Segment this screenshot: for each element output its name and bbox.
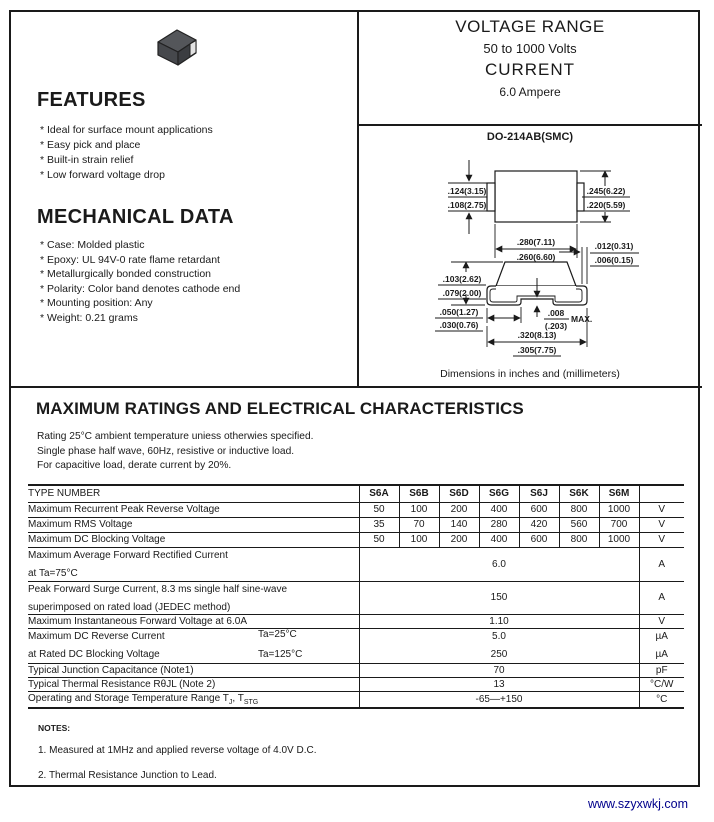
dim-foot-max: .050(1.27) (439, 307, 479, 317)
website-link: www.szyxwkj.com (588, 797, 689, 811)
dim-body-t-max: .103(2.62) (442, 274, 482, 284)
type-col-header: S6B (399, 485, 439, 502)
value-cell: 400 (479, 502, 519, 517)
value-cell: -65—+150 (359, 691, 639, 708)
dim-body-h-max: .245(6.22) (586, 186, 626, 196)
right-panel-divider (357, 124, 702, 126)
value-cell: 420 (519, 517, 559, 532)
ratings-conditions (37, 430, 313, 474)
table-row (28, 517, 684, 532)
package-name: DO-214AB(SMC) (486, 131, 574, 143)
value-cell: 5.0 (359, 628, 639, 647)
value-cell: 400 (479, 532, 519, 547)
side-view-body (496, 262, 576, 286)
table-row (28, 614, 684, 628)
value-cell: 140 (439, 517, 479, 532)
value-cell: 100 (399, 502, 439, 517)
unit-cell: µA (639, 647, 684, 663)
param-cell: Maximum Instantaneous Forward Voltage at 6.0A (28, 614, 359, 628)
value-cell: 800 (559, 502, 599, 517)
param-cell: Operating and Storage Temperature Range $T_J$, $T_{STG}$ (28, 692, 259, 706)
param-cell: Maximum DC Blocking Voltage (28, 532, 359, 547)
dim-lead-t-min: .006(0.15) (594, 255, 634, 265)
value-cell: 600 (519, 532, 559, 547)
dim-tab-max: .124(3.15) (447, 186, 487, 196)
value-cell: 600 (519, 502, 559, 517)
table-row (28, 547, 684, 581)
unit-cell: V (639, 532, 684, 547)
dim-lead-t-max: .012(0.31) (594, 241, 634, 251)
dim-standoff-mm: (.203) (544, 321, 568, 331)
feature-item: * Built-in strain relief (40, 154, 134, 166)
unit-cell: pF (639, 663, 684, 677)
type-col-header: S6A (359, 485, 399, 502)
unit-cell: °C/W (639, 677, 684, 691)
dim-standoff-in: .008 (547, 308, 565, 318)
dim-overall-max: .320(8.13) (517, 330, 557, 340)
type-col-header: S6D (439, 485, 479, 502)
condition-line: Rating 25°C ambient temperature uniess otherwies specified. (37, 431, 314, 442)
type-col-header: S6M (599, 485, 639, 502)
param-cell: Typical Thermal Resistance RθJL (Note 2) (28, 677, 359, 691)
value-cell: 1.10 (359, 614, 639, 628)
param-cell: Maximum Recurrent Peak Reverse Voltage (28, 502, 359, 517)
table-row (28, 677, 684, 691)
feature-item: * Low forward voltage drop (40, 169, 165, 181)
condition-cell: Ta=125°C (258, 649, 303, 661)
dim-overall-min: .305(7.75) (517, 345, 557, 355)
dimensions-caption: Dimensions in inches and (millimeters) (440, 368, 620, 380)
ratings-table (28, 484, 684, 709)
unit-cell: V (639, 502, 684, 517)
feature-item: * Easy pick and place (40, 139, 141, 151)
unit-cell: µA (639, 628, 684, 647)
dim-body-h-min: .220(5.59) (586, 200, 626, 210)
feature-item: * Ideal for surface mount applications (40, 124, 213, 136)
dim-body-t-min: .079(2.00) (442, 288, 482, 298)
top-view-body (495, 171, 577, 222)
value-cell: 280 (479, 517, 519, 532)
mechanical-item: * Metallurgically bonded construction (40, 268, 212, 281)
current-value: 6.0 Ampere (499, 85, 561, 99)
value-cell: 35 (359, 517, 399, 532)
table-header-row (28, 485, 684, 502)
value-cell: 700 (599, 517, 639, 532)
param-cell: at Rated DC Blocking Voltage Ta=125°C (28, 647, 359, 663)
value-cell: 150 (359, 581, 639, 614)
value-cell: 70 (399, 517, 439, 532)
value-cell: 6.0 (359, 547, 639, 581)
value-cell: 560 (559, 517, 599, 532)
note-item: 2. Thermal Resistance Junction to Lead. (38, 770, 217, 781)
value-cell: 200 (439, 502, 479, 517)
features-list (40, 123, 213, 183)
value-cell: 800 (559, 532, 599, 547)
condition-line: For capacitive load, derate current by 20%. (37, 460, 232, 471)
notes-heading: NOTES: (38, 723, 71, 733)
mechanical-item: * Case: Molded plastic (40, 239, 145, 251)
ratings-summary (358, 17, 702, 99)
table-row (28, 581, 684, 614)
table-row (28, 532, 684, 547)
param-cell: Maximum RMS Voltage (28, 517, 359, 532)
mechanical-item: * Weight: 0.21 grams (40, 311, 138, 324)
unit-cell: °C (639, 691, 684, 708)
value-cell: 100 (399, 532, 439, 547)
unit-cell: V (639, 517, 684, 532)
features-heading: FEATURES (37, 89, 146, 111)
value-cell: 1000 (599, 502, 639, 517)
smd-package-illustration (138, 20, 218, 72)
dim-tab-min: .108(2.75) (447, 200, 487, 210)
value-cell: 200 (439, 532, 479, 547)
dim-body-w-max: .280(7.11) (516, 237, 556, 247)
ratings-heading: MAXIMUM RATINGS AND ELECTRICAL CHARACTERISTICS (36, 399, 524, 418)
voltage-range-value: 50 to 1000 Volts (483, 41, 577, 56)
type-col-header: S6G (479, 485, 519, 502)
type-col-header: S6K (559, 485, 599, 502)
mechanical-item: * Mounting position: Any (40, 297, 153, 310)
value-cell: 1000 (599, 532, 639, 547)
unit-cell: A (639, 581, 684, 614)
type-number-header: TYPE NUMBER (28, 485, 359, 502)
value-cell: 13 (359, 677, 639, 691)
mechanical-data-list (40, 238, 240, 326)
unit-cell: A (639, 547, 684, 581)
param-cell: Maximum Average Forward Rectified Current at Ta=75°C (28, 547, 359, 581)
condition-cell: Ta=25°C (258, 628, 297, 640)
table-row (28, 502, 684, 517)
param-cell: Maximum DC Reverse Current Ta=25°C (28, 628, 297, 642)
section-divider (9, 386, 702, 388)
package-outline-drawing (359, 150, 702, 365)
dim-foot-min: .030(0.76) (439, 320, 479, 330)
table-row (28, 663, 684, 677)
value-cell: 50 (359, 532, 399, 547)
table-row (28, 628, 684, 647)
top-view-left-tab (487, 183, 495, 211)
param-cell: Peak Forward Surge Current, 8.3 ms single half sine-wave superimposed on rated load (JEDEC method) (28, 581, 359, 614)
value-cell: 50 (359, 502, 399, 517)
value-cell: 70 (359, 663, 639, 677)
value-cell: 250 (359, 647, 639, 663)
table-row (28, 647, 684, 663)
current-label: CURRENT (484, 60, 576, 79)
unit-cell: V (639, 614, 684, 628)
condition-line: Single phase half wave, 60Hz, resistive or inductive load. (37, 445, 295, 457)
mechanical-data-heading: MECHANICAL DATA (37, 206, 234, 228)
param-cell: Typical Junction Capacitance (Note1) (28, 663, 359, 677)
mechanical-item: * Epoxy: UL 94V-0 rate flame retardant (40, 253, 220, 266)
note-item: 1. Measured at 1MHz and applied reverse voltage of 4.0V D.C. (38, 745, 317, 756)
table-row (28, 691, 684, 708)
unit-col-header (639, 485, 684, 502)
mechanical-item: * Polarity: Color band denotes cathode end (40, 282, 241, 295)
dim-body-w-min: .260(6.60) (516, 252, 556, 262)
dim-standoff-max-label: MAX. (571, 314, 593, 324)
type-col-header: S6J (519, 485, 559, 502)
voltage-range-label: VOLTAGE RANGE (455, 17, 605, 36)
